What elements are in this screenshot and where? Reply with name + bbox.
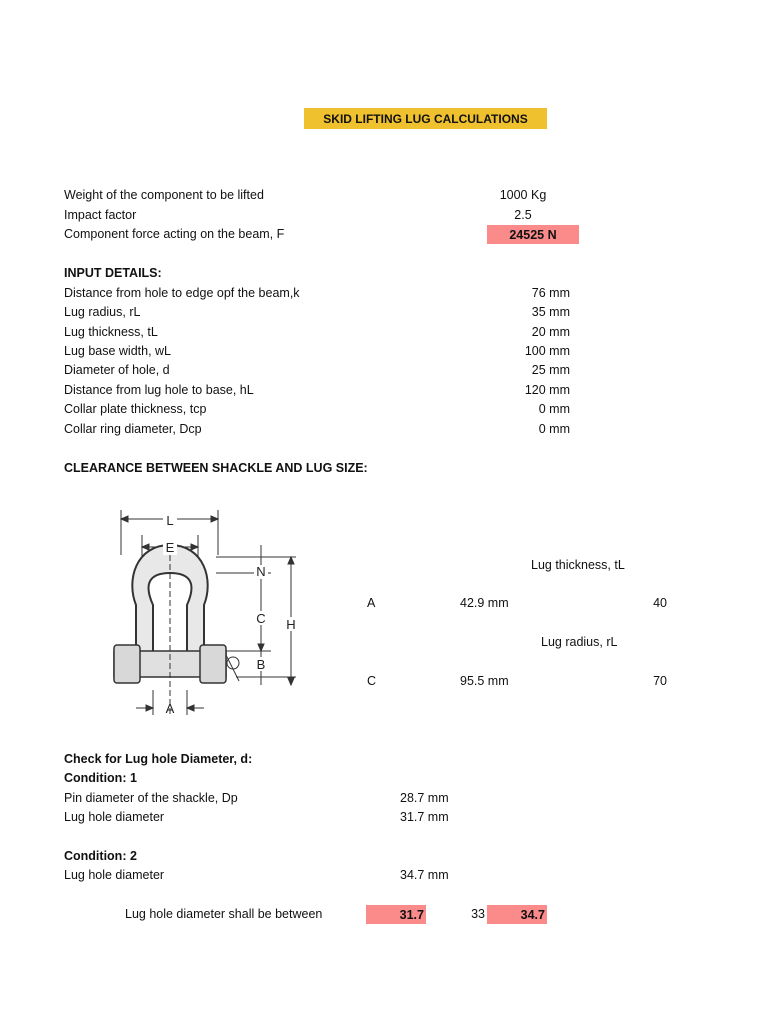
clearance-heading: CLEARANCE BETWEEN SHACKLE AND LUG SIZE: [64, 461, 368, 475]
lug-hole-diameter-value: 31.7 mm [400, 810, 449, 824]
dim-label-e: E [165, 540, 175, 555]
condition-2-heading: Condition: 2 [64, 849, 137, 863]
impact-factor-value: 2.5 [514, 208, 532, 222]
dim-label-b: B [256, 657, 266, 672]
input-label: Distance from hole to edge opf the beam,k [64, 286, 300, 300]
dim-label-h: H [286, 617, 296, 632]
row-a-compare: 40 [653, 596, 667, 610]
input-details-heading: INPUT DETAILS: [64, 266, 162, 280]
force-value: 24525 N [487, 225, 579, 244]
input-value: 120 mm [524, 383, 570, 397]
input-label: Lug radius, rL [64, 305, 141, 319]
input-value: 0 mm [538, 422, 570, 436]
pin-diameter-value: 28.7 mm [400, 791, 449, 805]
input-label: Lug thickness, tL [64, 325, 158, 339]
input-label: Lug base width, wL [64, 344, 172, 358]
shackle-diagram [96, 505, 308, 720]
force-label: Component force acting on the beam, F [64, 227, 285, 241]
dim-label-l: L [166, 513, 174, 528]
row-a-value: 42.9 mm [460, 596, 509, 610]
lug-radius-caption: Lug radius, rL [541, 635, 618, 649]
dim-label-c: C [256, 611, 266, 626]
condition-1-heading: Condition: 1 [64, 771, 137, 785]
input-value: 100 mm [524, 344, 570, 358]
dim-label-a: A [165, 701, 175, 716]
weight-value: 1000 Kg [499, 188, 547, 202]
dim-label-n: N [256, 564, 266, 579]
pin-diameter-label: Pin diameter of the shackle, Dp [64, 791, 238, 805]
hole-actual-value: 33 [471, 907, 485, 921]
row-c-name: C [367, 674, 377, 688]
impact-factor-label: Impact factor [64, 208, 137, 222]
input-label: Collar ring diameter, Dcp [64, 422, 202, 436]
hole-min-value: 31.7 [366, 905, 426, 924]
hole-max-value: 34.7 [487, 905, 547, 924]
input-value: 76 mm [531, 286, 570, 300]
input-label: Collar plate thickness, tcp [64, 402, 207, 416]
row-c-compare: 70 [653, 674, 667, 688]
row-a-name: A [367, 596, 376, 610]
lug-hole-diameter-value: 34.7 mm [400, 868, 449, 882]
input-value: 25 mm [531, 363, 570, 377]
input-value: 20 mm [531, 325, 570, 339]
page-title: SKID LIFTING LUG CALCULATIONS [304, 108, 547, 129]
between-label: Lug hole diameter shall be between [125, 907, 323, 921]
check-heading: Check for Lug hole Diameter, d: [64, 752, 253, 766]
input-label: Distance from lug hole to base, hL [64, 383, 254, 397]
lug-thickness-caption: Lug thickness, tL [531, 558, 625, 572]
input-label: Diameter of hole, d [64, 363, 170, 377]
lug-hole-diameter-label: Lug hole diameter [64, 810, 165, 824]
row-c-value: 95.5 mm [460, 674, 509, 688]
weight-label: Weight of the component to be lifted [64, 188, 264, 202]
input-value: 35 mm [531, 305, 570, 319]
input-value: 0 mm [538, 402, 570, 416]
lug-hole-diameter-label: Lug hole diameter [64, 868, 165, 882]
